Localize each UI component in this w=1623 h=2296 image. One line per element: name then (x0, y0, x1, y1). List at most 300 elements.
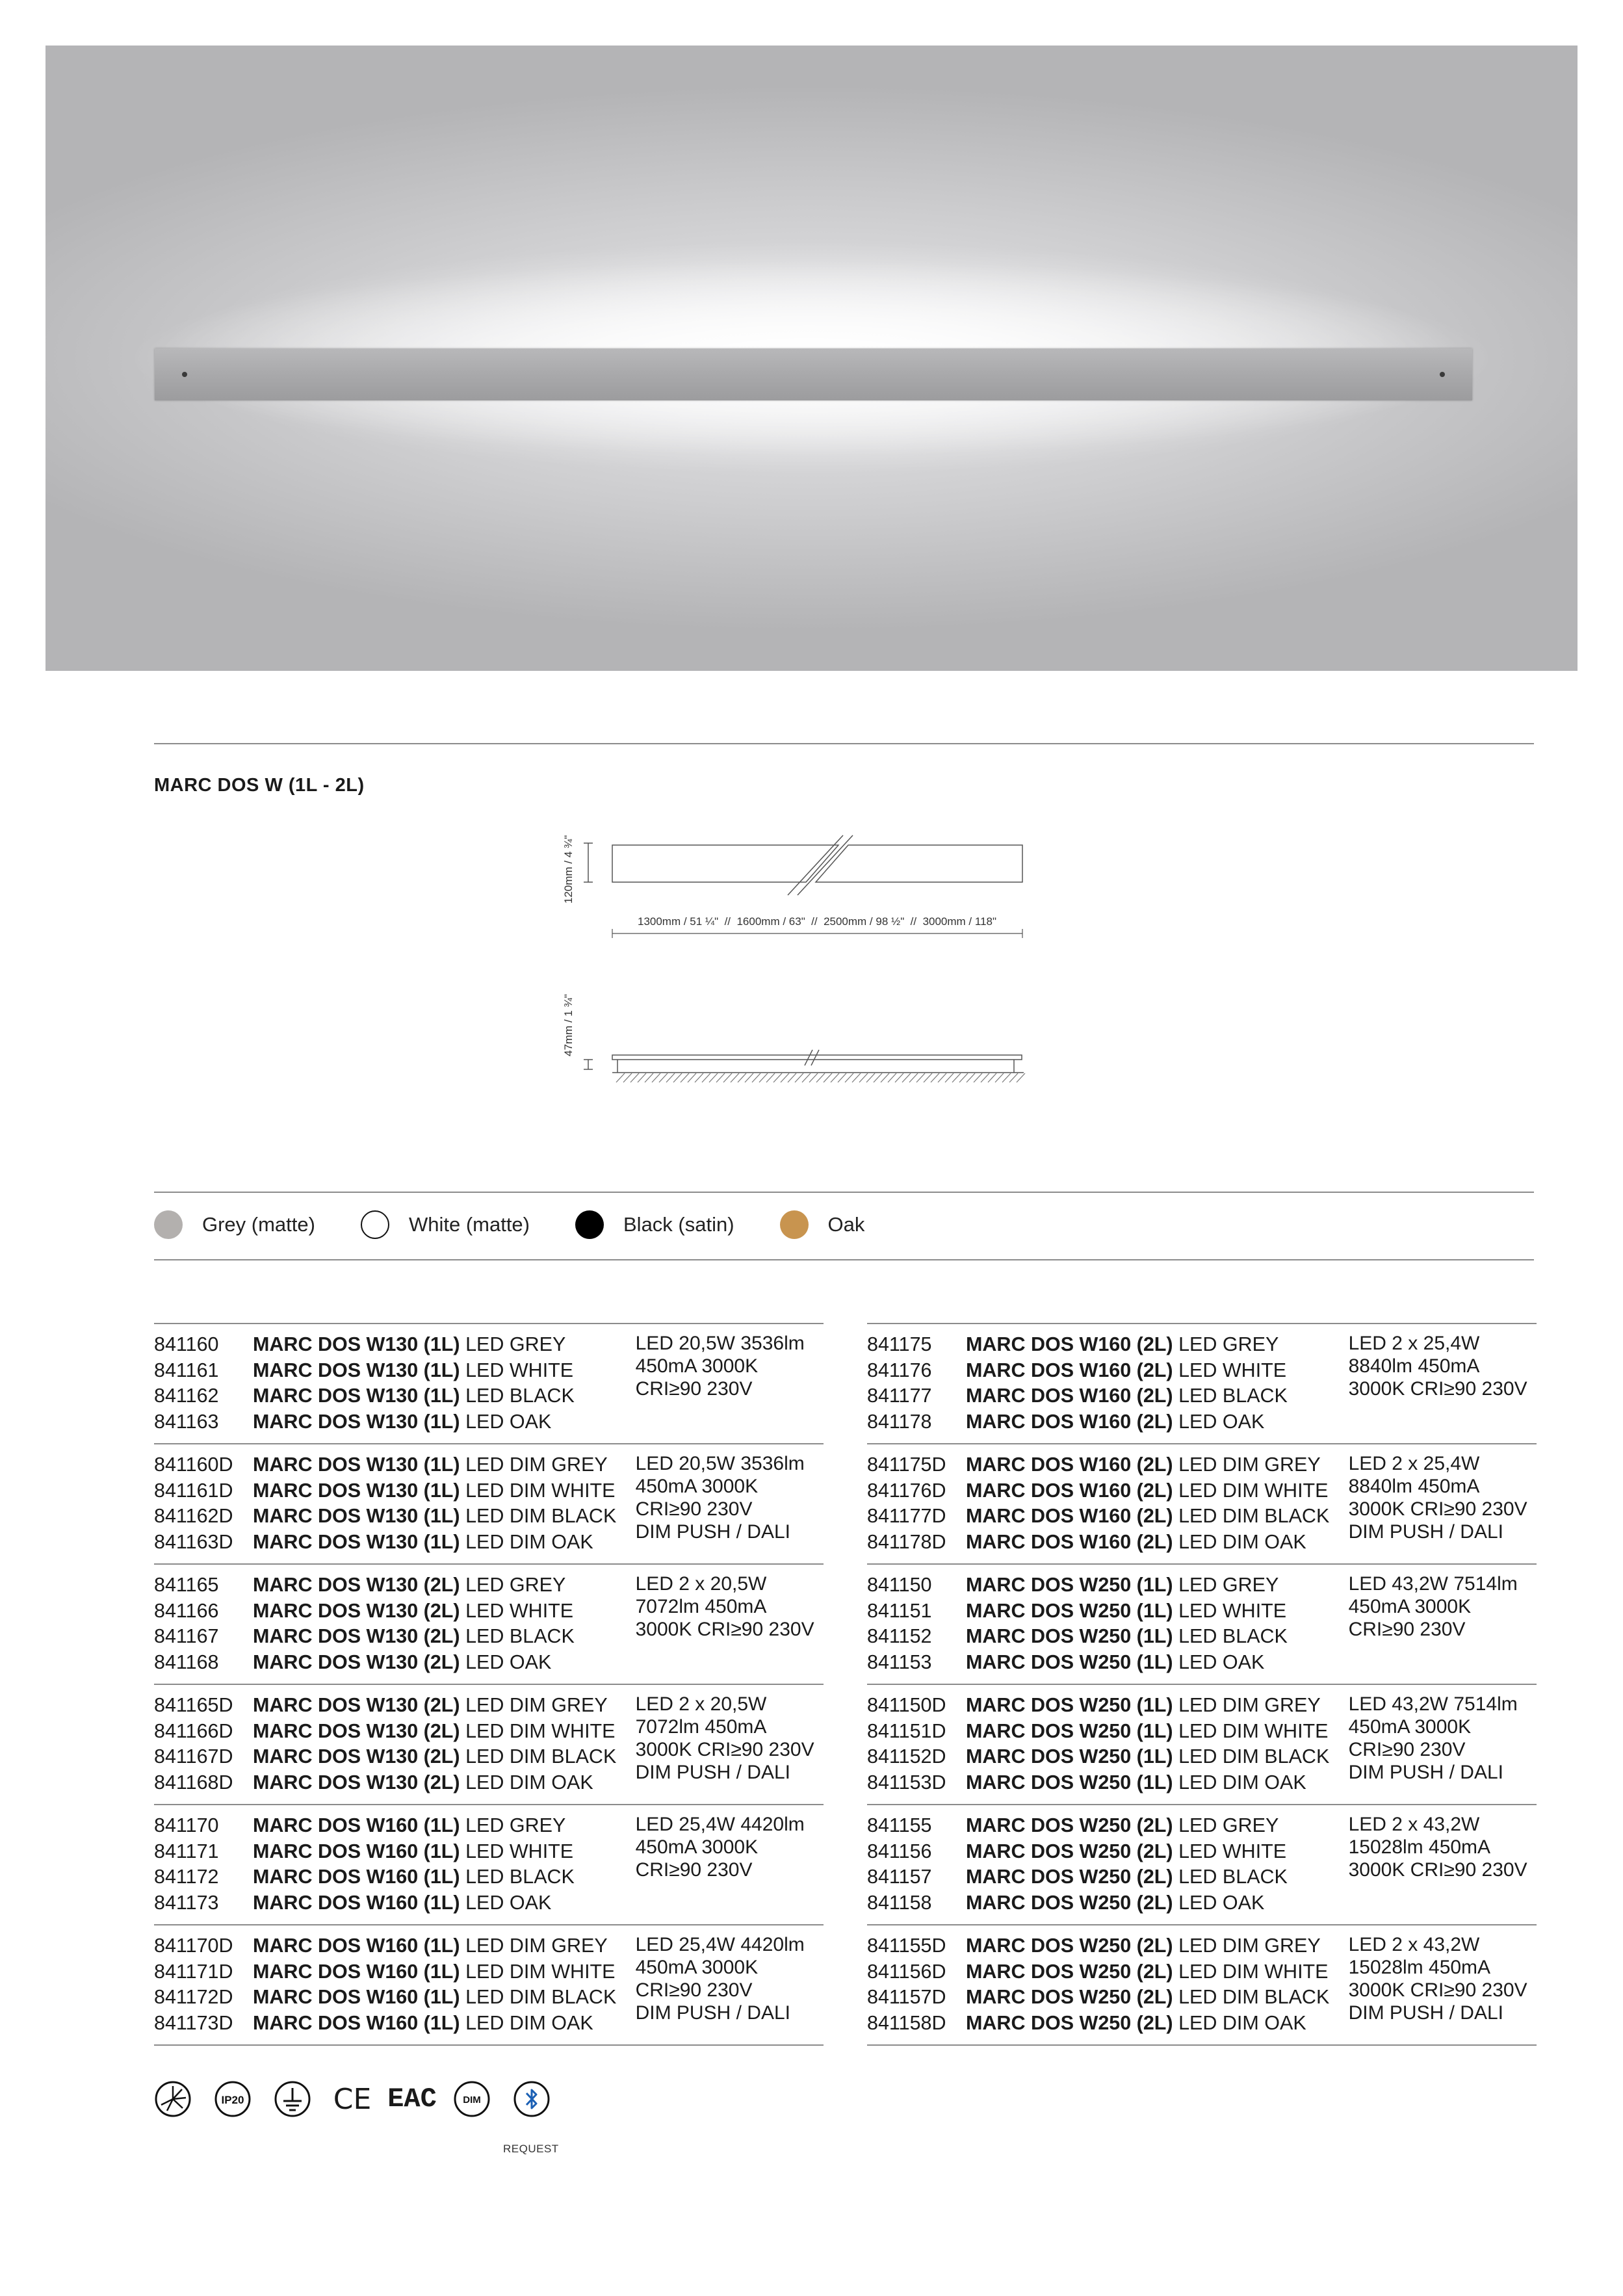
variant-name: LED DIM BLACK (1178, 1505, 1330, 1527)
variant-name: LED DIM WHITE (465, 1960, 616, 1983)
model-name: MARC DOS W130 (1L) (253, 1333, 460, 1355)
product-names (966, 1564, 1349, 1684)
swatch-black-dot (575, 1210, 604, 1239)
product-group (154, 1444, 824, 1564)
article-codes (867, 1324, 966, 1444)
product-name (966, 1332, 1349, 1358)
variant-name: LED DIM BLACK (1178, 1986, 1330, 2008)
product-name (253, 1452, 636, 1478)
spec-line: LED 2 x 20,5W (635, 1573, 767, 1595)
spec-line: 8840lm 450mA (1348, 1476, 1480, 1497)
ip20-icon (214, 2080, 252, 2118)
product-name (966, 1624, 1349, 1650)
article-code: 841170 (154, 1814, 219, 1836)
product-group (867, 1684, 1537, 1805)
product-name (966, 2011, 1349, 2037)
technical-description (636, 1324, 824, 1444)
article-code: 841155D (867, 1935, 946, 1957)
product-name (253, 1409, 636, 1435)
spec-line: DIM PUSH / DALI (635, 2002, 790, 2024)
model-name: MARC DOS W160 (2L) (966, 1454, 1173, 1476)
product-name (253, 1572, 636, 1598)
model-name: MARC DOS W160 (1L) (253, 2011, 460, 2034)
product-group (154, 1925, 824, 2045)
product-names (253, 1925, 636, 2045)
spec-line: 8840lm 450mA (1348, 1355, 1480, 1377)
article-code: 841177D (867, 1505, 946, 1527)
finish-white[interactable] (361, 1210, 530, 1239)
technical-description (636, 1805, 824, 1925)
product-name (253, 1478, 636, 1504)
technical-description (1349, 1324, 1537, 1444)
variant-name: LED DIM GREY (1178, 1935, 1321, 1957)
technical-description (636, 1684, 824, 1805)
spec-line: LED 20,5W 3536lm (635, 1453, 805, 1474)
product-name (253, 1650, 636, 1676)
model-name: MARC DOS W130 (1L) (253, 1479, 460, 1502)
spec-line: CRI≥90 230V (1348, 1739, 1466, 1760)
spec-line: CRI≥90 230V (635, 1378, 753, 1400)
product-names (253, 1564, 636, 1684)
variant-name: LED BLACK (465, 1866, 575, 1888)
length-label: 1300mm / 51 ¼" // 1600mm / 63" // 2500mm / 98 ½" // 3000mm / 118" (637, 915, 997, 928)
spec-line: 15028lm 450mA (1348, 1957, 1491, 1978)
product-name (253, 1864, 636, 1890)
product-name (966, 1358, 1349, 1384)
article-code: 841172 (154, 1866, 219, 1888)
product-name (253, 1530, 636, 1556)
product-name (253, 1933, 636, 1959)
divider-finishes-bottom (154, 1259, 1534, 1260)
article-code: 841176D (867, 1479, 946, 1502)
article-code: 841172D (154, 1986, 233, 2008)
article-code: 841162D (154, 1505, 233, 1527)
spec-table-right (867, 1323, 1537, 2046)
model-name: MARC DOS W250 (1L) (966, 1625, 1173, 1647)
spec-line: 3000K CRI≥90 230V (635, 1619, 814, 1640)
article-code: 841155 (867, 1814, 932, 1836)
model-name: MARC DOS W250 (2L) (966, 1986, 1173, 2008)
article-code: 841152D (867, 1745, 946, 1768)
article-code: 841173D (154, 2011, 233, 2034)
spec-line: LED 25,4W 4420lm (635, 1934, 805, 1955)
model-name: MARC DOS W130 (1L) (253, 1385, 460, 1407)
variant-name: LED WHITE (1178, 1840, 1287, 1862)
article-code: 841153D (867, 1771, 946, 1794)
model-name: MARC DOS W250 (1L) (966, 1694, 1173, 1716)
model-name: MARC DOS W250 (1L) (966, 1745, 1173, 1768)
article-code: 841167D (154, 1745, 233, 1768)
article-code: 841166D (154, 1719, 233, 1742)
product-names (253, 1324, 636, 1444)
model-name: MARC DOS W160 (1L) (253, 1866, 460, 1888)
article-codes (154, 1805, 253, 1925)
spec-line: 450mA 3000K (635, 1957, 759, 1978)
product-name (966, 1744, 1349, 1770)
technical-description (1349, 1564, 1537, 1684)
article-code: 841158 (867, 1891, 932, 1914)
hero-product-photo (45, 46, 1578, 671)
article-code: 841157 (867, 1866, 932, 1888)
model-name: MARC DOS W130 (2L) (253, 1719, 460, 1742)
variant-name: LED DIM BLACK (1178, 1745, 1330, 1768)
spec-line: DIM PUSH / DALI (1348, 1521, 1503, 1543)
spec-line: LED 2 x 25,4W (1348, 1453, 1480, 1474)
article-code: 841156D (867, 1960, 946, 1983)
article-code: 841162 (154, 1385, 219, 1407)
spec-line: CRI≥90 230V (635, 1979, 753, 2001)
article-code: 841158D (867, 2011, 946, 2034)
model-name: MARC DOS W160 (2L) (966, 1479, 1173, 1502)
variant-name: LED DIM WHITE (465, 1719, 616, 1742)
request-label: REQUEST (503, 2143, 559, 2155)
product-name (253, 1719, 636, 1745)
article-code: 841151D (867, 1719, 946, 1742)
product-name (966, 1530, 1349, 1556)
product-group (867, 1805, 1537, 1925)
product-group (154, 1805, 824, 1925)
variant-name: LED DIM WHITE (465, 1479, 616, 1502)
spec-line: LED 43,2W 7514lm (1348, 1693, 1518, 1715)
product-group (867, 1444, 1537, 1564)
product-names (966, 1684, 1349, 1805)
product-title: MARC DOS W (1L - 2L) (154, 775, 365, 796)
variant-name: LED DIM OAK (465, 1771, 593, 1794)
model-name: MARC DOS W250 (1L) (966, 1719, 1173, 1742)
model-name: MARC DOS W160 (2L) (966, 1410, 1173, 1433)
article-code: 841153 (867, 1650, 932, 1673)
technical-description (1349, 1805, 1537, 1925)
product-name (253, 1959, 636, 1985)
product-name (253, 1985, 636, 2011)
depth-label: 47mm / 1 ¾" (562, 994, 575, 1056)
technical-description (636, 1444, 824, 1564)
dim-icon (453, 2080, 491, 2118)
variant-name: LED DIM OAK (1178, 2011, 1306, 2034)
screw-right (1440, 372, 1445, 377)
variant-name: LED GREY (465, 1333, 566, 1355)
product-names (253, 1444, 636, 1564)
variant-name: LED DIM GREY (465, 1454, 608, 1476)
bluetooth-icon (513, 2080, 551, 2118)
product-group (154, 1564, 824, 1684)
product-name (966, 1409, 1349, 1435)
article-code: 841161D (154, 1479, 233, 1502)
variant-name: LED WHITE (465, 1359, 574, 1381)
variant-name: LED OAK (1178, 1410, 1265, 1433)
product-name (253, 1813, 636, 1839)
spec-line: DIM PUSH / DALI (635, 1521, 790, 1543)
model-name: MARC DOS W160 (1L) (253, 1814, 460, 1836)
product-name (966, 1864, 1349, 1890)
spec-line: DIM PUSH / DALI (1348, 2002, 1503, 2024)
model-name: MARC DOS W160 (1L) (253, 1840, 460, 1862)
spec-line: 7072lm 450mA (635, 1716, 767, 1738)
article-code: 841177 (867, 1385, 932, 1407)
article-code: 841150 (867, 1574, 932, 1596)
article-code: 841171 (154, 1840, 219, 1862)
article-code: 841163 (154, 1410, 219, 1433)
article-code: 841161 (154, 1359, 219, 1381)
product-name (966, 1839, 1349, 1865)
variant-name: LED BLACK (465, 1385, 575, 1407)
variant-name: LED DIM OAK (465, 1530, 593, 1553)
article-code: 841168D (154, 1771, 233, 1794)
model-name: MARC DOS W130 (2L) (253, 1599, 460, 1622)
variant-name: LED DIM WHITE (1178, 1479, 1329, 1502)
model-name: MARC DOS W250 (2L) (966, 1960, 1173, 1983)
model-name: MARC DOS W250 (1L) (966, 1771, 1173, 1794)
model-name: MARC DOS W250 (2L) (966, 1935, 1173, 1957)
model-name: MARC DOS W130 (2L) (253, 1694, 460, 1716)
model-name: MARC DOS W130 (1L) (253, 1359, 460, 1381)
model-name: MARC DOS W160 (2L) (966, 1505, 1173, 1527)
model-name: MARC DOS W250 (2L) (966, 1840, 1173, 1862)
product-name (966, 1383, 1349, 1409)
swatch-white-dot (361, 1210, 389, 1239)
variant-name: LED OAK (465, 1410, 552, 1433)
model-name: MARC DOS W160 (2L) (966, 1530, 1173, 1553)
product-name (966, 1572, 1349, 1598)
variant-name: LED DIM GREY (465, 1935, 608, 1957)
spec-line: 450mA 3000K (635, 1836, 759, 1858)
article-code: 841173 (154, 1891, 219, 1914)
product-name (253, 1890, 636, 1916)
product-names (253, 1684, 636, 1805)
variant-name: LED DIM WHITE (1178, 1719, 1329, 1742)
variant-name: LED BLACK (1178, 1866, 1288, 1888)
finish-label: Oak (827, 1213, 865, 1236)
spec-line: DIM PUSH / DALI (1348, 1762, 1503, 1783)
model-name: MARC DOS W250 (2L) (966, 2011, 1173, 2034)
spec-line: LED 2 x 43,2W (1348, 1814, 1480, 1835)
article-code: 841168 (154, 1650, 219, 1673)
variant-name: LED BLACK (1178, 1625, 1288, 1647)
model-name: MARC DOS W250 (2L) (966, 1891, 1173, 1914)
finish-grey[interactable] (154, 1210, 315, 1239)
article-codes (154, 1564, 253, 1684)
article-code: 841150D (867, 1694, 946, 1716)
variant-name: LED DIM WHITE (1178, 1960, 1329, 1983)
product-name (253, 1383, 636, 1409)
product-name (966, 1959, 1349, 1985)
article-code: 841160 (154, 1333, 219, 1355)
technical-description (1349, 1684, 1537, 1805)
variant-name: LED DIM OAK (1178, 1530, 1306, 1553)
product-name (966, 1890, 1349, 1916)
variant-name: LED DIM OAK (465, 2011, 593, 2034)
product-names (966, 1324, 1349, 1444)
product-group (154, 1324, 824, 1444)
spec-line: 7072lm 450mA (635, 1596, 767, 1617)
article-code: 841167 (154, 1625, 219, 1647)
article-code: 841170D (154, 1935, 233, 1957)
article-code: 841157D (867, 1986, 946, 2008)
spec-line: 15028lm 450mA (1348, 1836, 1491, 1858)
wall-lamp-bar (155, 348, 1472, 400)
certification-icons (154, 2080, 573, 2118)
finish-oak[interactable] (780, 1210, 865, 1239)
variant-name: LED OAK (1178, 1650, 1265, 1673)
earth-ground-icon (274, 2080, 311, 2118)
model-name: MARC DOS W130 (2L) (253, 1650, 460, 1673)
spec-line: LED 43,2W 7514lm (1348, 1573, 1518, 1595)
spec-line: LED 2 x 43,2W (1348, 1934, 1480, 1955)
article-code: 841156 (867, 1840, 932, 1862)
variant-name: LED BLACK (465, 1625, 575, 1647)
model-name: MARC DOS W130 (2L) (253, 1625, 460, 1647)
model-name: MARC DOS W160 (1L) (253, 1960, 460, 1983)
article-code: 841165D (154, 1694, 233, 1716)
article-code: 841178 (867, 1410, 932, 1433)
eac-text: EAC (387, 2083, 437, 2115)
variant-name: LED DIM GREY (1178, 1454, 1321, 1476)
product-name (253, 2011, 636, 2037)
article-codes (867, 1684, 966, 1805)
model-name: MARC DOS W160 (1L) (253, 1891, 460, 1914)
variant-name: LED WHITE (465, 1599, 574, 1622)
dimming-cycle-icon (154, 2080, 192, 2118)
variant-name: LED WHITE (1178, 1599, 1287, 1622)
product-name (253, 1839, 636, 1865)
article-code: 841166 (154, 1599, 219, 1622)
variant-name: LED GREY (1178, 1333, 1279, 1355)
model-name: MARC DOS W130 (1L) (253, 1505, 460, 1527)
product-name (966, 1650, 1349, 1676)
spec-line: 3000K CRI≥90 230V (1348, 1859, 1527, 1881)
article-code: 841171D (154, 1960, 233, 1983)
variant-name: LED GREY (1178, 1814, 1279, 1836)
article-codes (867, 1564, 966, 1684)
product-names (966, 1925, 1349, 2045)
product-name (966, 1598, 1349, 1624)
product-group (867, 1324, 1537, 1444)
technical-description (636, 1925, 824, 2045)
product-name (966, 1478, 1349, 1504)
article-code: 841163D (154, 1530, 233, 1553)
product-names (966, 1805, 1349, 1925)
dim-text: DIM (463, 2094, 481, 2106)
product-name (966, 1452, 1349, 1478)
article-code: 841176 (867, 1359, 932, 1381)
model-name: MARC DOS W130 (1L) (253, 1454, 460, 1476)
spec-table-left (154, 1323, 824, 2046)
article-codes (154, 1925, 253, 2045)
variant-name: LED DIM BLACK (465, 1986, 617, 2008)
spec-line: 3000K CRI≥90 230V (635, 1739, 814, 1760)
spec-line: CRI≥90 230V (1348, 1619, 1466, 1640)
side-view (562, 994, 1025, 1082)
swatch-oak-dot (780, 1210, 809, 1239)
spec-line: LED 2 x 20,5W (635, 1693, 767, 1715)
product-name (253, 1624, 636, 1650)
variant-name: LED GREY (465, 1574, 566, 1596)
variant-name: LED DIM BLACK (465, 1745, 617, 1768)
model-name: MARC DOS W250 (1L) (966, 1599, 1173, 1622)
article-code: 841175D (867, 1454, 946, 1476)
product-name (966, 1719, 1349, 1745)
article-code: 841152 (867, 1625, 932, 1647)
product-names (253, 1805, 636, 1925)
variant-name: LED DIM OAK (1178, 1771, 1306, 1794)
screw-left (182, 372, 187, 377)
spec-line: LED 2 x 25,4W (1348, 1333, 1480, 1354)
article-codes (867, 1444, 966, 1564)
product-group (867, 1925, 1537, 2045)
model-name: MARC DOS W250 (2L) (966, 1814, 1173, 1836)
height-label: 120mm / 4 ¾" (562, 835, 575, 904)
product-name (253, 1332, 636, 1358)
product-group (154, 1684, 824, 1805)
technical-description (636, 1564, 824, 1684)
variant-name: LED GREY (1178, 1574, 1279, 1596)
product-name (253, 1358, 636, 1384)
divider-top (154, 743, 1534, 744)
spec-line: 3000K CRI≥90 230V (1348, 1378, 1527, 1400)
article-codes (154, 1444, 253, 1564)
product-name (253, 1744, 636, 1770)
eac-mark-icon (387, 2080, 437, 2118)
product-name (966, 1985, 1349, 2011)
product-name (966, 1693, 1349, 1719)
variant-name: LED DIM GREY (465, 1694, 608, 1716)
product-name (966, 1933, 1349, 1959)
article-code: 841178D (867, 1530, 946, 1553)
model-name: MARC DOS W250 (1L) (966, 1574, 1173, 1596)
spec-line: 450mA 3000K (635, 1355, 759, 1377)
product-group (867, 1564, 1537, 1684)
spec-line: DIM PUSH / DALI (635, 1762, 790, 1783)
article-code: 841151 (867, 1599, 932, 1622)
technical-description (1349, 1444, 1537, 1564)
finish-black[interactable] (575, 1210, 734, 1239)
model-name: MARC DOS W250 (2L) (966, 1866, 1173, 1888)
front-view (562, 835, 1022, 938)
model-name: MARC DOS W130 (1L) (253, 1410, 460, 1433)
variant-name: LED OAK (465, 1891, 552, 1914)
spec-line: CRI≥90 230V (635, 1498, 753, 1520)
model-name: MARC DOS W130 (2L) (253, 1771, 460, 1794)
product-name (253, 1770, 636, 1796)
technical-description (1349, 1925, 1537, 2045)
spec-line: LED 25,4W 4420lm (635, 1814, 805, 1835)
finish-label: White (matte) (408, 1213, 530, 1236)
divider-finishes-top (154, 1192, 1534, 1193)
spec-line: 3000K CRI≥90 230V (1348, 1979, 1527, 2001)
model-name: MARC DOS W160 (2L) (966, 1385, 1173, 1407)
model-name: MARC DOS W130 (2L) (253, 1745, 460, 1768)
variant-name: LED WHITE (1178, 1359, 1287, 1381)
ce-mark-icon (333, 2080, 371, 2118)
variant-name: LED OAK (465, 1650, 552, 1673)
product-name (966, 1770, 1349, 1796)
spec-line: 3000K CRI≥90 230V (1348, 1498, 1527, 1520)
swatch-grey-dot (154, 1210, 183, 1239)
spec-line: CRI≥90 230V (635, 1859, 753, 1881)
model-name: MARC DOS W160 (2L) (966, 1333, 1173, 1355)
model-name: MARC DOS W130 (1L) (253, 1530, 460, 1553)
article-code: 841160D (154, 1454, 233, 1476)
article-codes (154, 1324, 253, 1444)
product-name (253, 1693, 636, 1719)
article-code: 841165 (154, 1574, 219, 1596)
spec-line: 450mA 3000K (1348, 1596, 1472, 1617)
model-name: MARC DOS W160 (1L) (253, 1986, 460, 2008)
ce-text: CE (333, 2082, 372, 2116)
model-name: MARC DOS W130 (2L) (253, 1574, 460, 1596)
finish-label: Grey (matte) (202, 1213, 315, 1236)
product-name (966, 1504, 1349, 1530)
